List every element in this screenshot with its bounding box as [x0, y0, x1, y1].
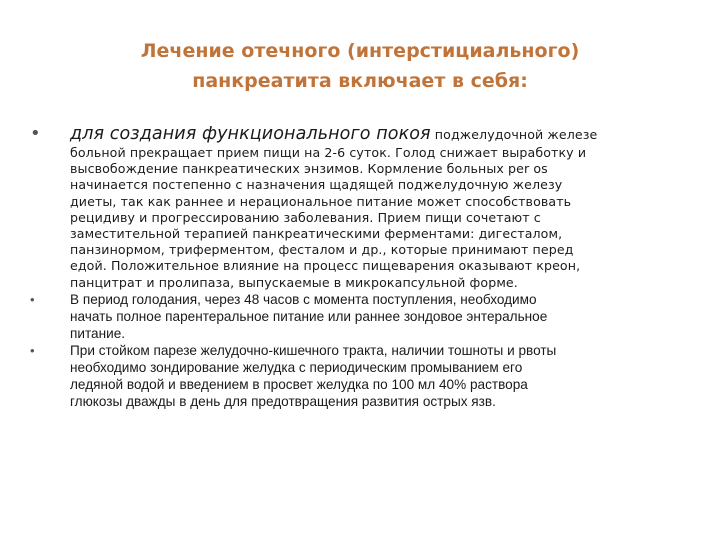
- list-item: [30, 291, 680, 342]
- bullet-icon: •: [30, 291, 35, 307]
- list-item-line: едой. Положительное влияние на процесс пищеварения оказывают креон,: [70, 258, 581, 274]
- bullet-icon: •: [30, 342, 35, 358]
- slide-title-line-1: Лечение отечного (интерстициального): [140, 40, 580, 62]
- list-item-line: больной прекращает прием пищи на 2-6 суток. Голод снижает выработку и: [70, 145, 587, 160]
- list-item-line: глюкозы дважды в день для предотвращения развития острых язв.: [70, 393, 496, 409]
- list-item-line: питание.: [70, 325, 126, 341]
- list-item-line: При стойком парезе желудочно-кишечного тракта, наличии тошноты и рвоты: [70, 342, 557, 358]
- list-item-lead: для создания функционального покоя: [70, 124, 431, 144]
- list-item-line: В период голодания, через 48 часов с момента поступления, необходимо: [70, 291, 537, 307]
- slide-title-line-2: панкреатита включает в себя:: [192, 70, 528, 92]
- list-item: [30, 342, 680, 410]
- list-item-line: высвобождение панкреатических энзимов. Кормление больных per os: [70, 161, 548, 177]
- list-item-line: диеты, так как раннее и нерациональное питание может способствовать: [70, 193, 572, 209]
- list-item-line: начать полное парентеральное питание или раннее зондовое энтеральное: [70, 308, 548, 324]
- list-item-first-line: [70, 123, 680, 145]
- slide-title: [60, 36, 660, 96]
- bullet-list: [30, 123, 680, 410]
- list-item-line: необходимо зондирование желудка с периодическим промыванием его: [70, 359, 523, 375]
- list-item-line: ледяной водой и введением в просвет желудка по 100 мл 40% раствора: [70, 376, 528, 392]
- list-item-lead-rest: поджелудочной железе: [430, 127, 598, 142]
- list-item-line: панзинормом, триферментом, фесталом и др., которые принимают перед: [70, 242, 574, 258]
- list-item-line: заместительной терапией панкреатическими ферментами: дигесталом,: [70, 226, 563, 242]
- list-item: [30, 123, 680, 291]
- list-item-line: рецидиву и прогрессированию заболевания. Прием пищи сочетают с: [70, 209, 541, 225]
- list-item-line: начинается постепенно с назначения щадящей поджелудочную железу: [70, 177, 563, 193]
- list-item-line: панцитрат и пролипаза, выпускаемые в микрокапсульной форме.: [70, 274, 518, 290]
- bullet-icon: •: [30, 123, 41, 144]
